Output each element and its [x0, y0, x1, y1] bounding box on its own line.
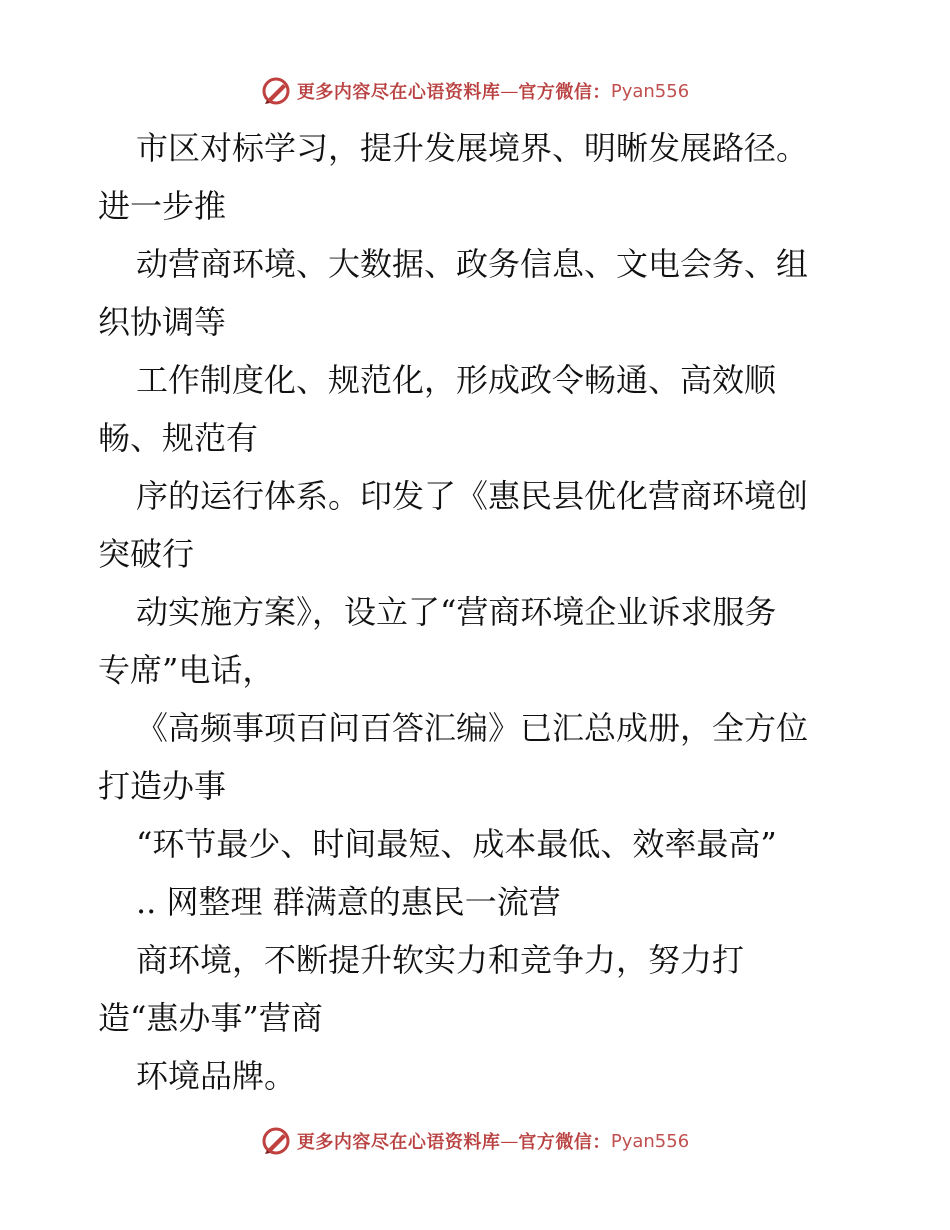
text-line: 动营商环境、大数据、政务信息、文电会务、组	[136, 245, 809, 283]
text-line: .. 网整理 群满意的惠民一流营	[136, 883, 561, 921]
text-line: 《高频事项百问百答汇编》已汇总成册，全方位	[136, 709, 809, 747]
text-line: 织协调等	[98, 303, 227, 341]
text-line: 畅、规范有	[98, 419, 259, 457]
text-line: 序的运行体系。印发了《惠民县优化营商环境创	[136, 477, 809, 515]
text-line: 动实施方案》，设立了“营商环境企业诉求服务	[136, 593, 777, 631]
watermark-main-text: 更多内容尽在心语资料库	[296, 82, 501, 103]
pen-logo-icon	[261, 1126, 291, 1156]
text-line: “环节最少、时间最短、成本最低、效率最高”	[136, 825, 777, 863]
pen-logo-icon	[261, 76, 291, 106]
text-line: 市区对标学习，提升发展境界、明晰发展路径。	[136, 129, 809, 167]
watermark-banner-bottom	[0, 1123, 950, 1159]
text-line: 造“惠办事”营商	[98, 999, 323, 1037]
watermark-separator: —	[500, 80, 519, 102]
watermark-wechat-label: 官方微信：	[518, 1132, 611, 1153]
text-line: 专席”电话，	[98, 651, 275, 689]
watermark-wechat-id: Pyan556	[610, 1130, 690, 1152]
text-line: 突破行	[98, 535, 195, 573]
watermark-wechat-label: 官方微信：	[518, 82, 611, 103]
text-line: 环境品牌。	[136, 1057, 297, 1095]
text-line: 商环境，不断提升软实力和竞争力，努力打	[136, 941, 745, 979]
text-line: 进一步推	[98, 187, 227, 225]
text-line: 工作制度化、规范化，形成政令畅通、高效顺	[136, 361, 777, 399]
text-line: 打造办事	[98, 767, 227, 805]
watermark-banner-top	[0, 73, 950, 109]
watermark-main-text: 更多内容尽在心语资料库	[296, 1132, 501, 1153]
watermark-separator: —	[500, 1130, 519, 1152]
watermark-wechat-id: Pyan556	[610, 80, 690, 102]
